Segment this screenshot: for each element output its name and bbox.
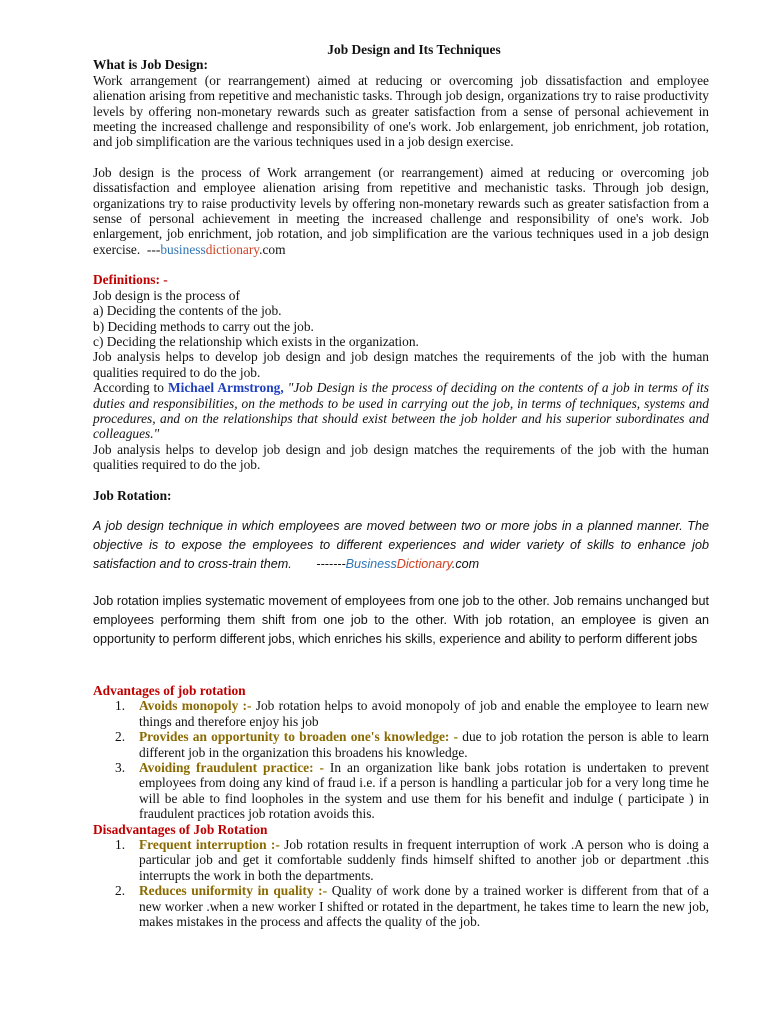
what-is-heading: What is Job Design: <box>93 57 208 73</box>
list-item: 2. Provides an opportunity to broaden one's knowledge: - due to job rotation the person is able to learn different job in the organization this broadens his knowledge. <box>115 729 709 760</box>
definition-b: b) Deciding methods to carry out the job. <box>93 318 314 334</box>
list-item: 1. Frequent interruption :- Job rotation results in frequent interruption of work .A person who is doing a particular job and get it comfortable suddenly finds himself shifted to another job or department .this interrupts the work in both the departments. <box>115 837 709 883</box>
list-item: 3. Avoiding fraudulent practice: - In an organization like bank jobs rotation is undertaken to prevent employees from doing any kind of fraud i.e. if a person is handling a particular job for a very long time he will be able to find loopholes in the system and use them for his benefit and indulge ( participate ) in fraudulent practices job rotation avoids this. <box>115 760 709 822</box>
author-name: Michael Armstrong, <box>167 380 284 396</box>
job-analysis-2: Job analysis helps to develop job design and job design matches the requirements of the job with the human qualities required to do the job. <box>93 441 709 473</box>
document-page <box>93 42 709 929</box>
definitions-heading: Definitions: - <box>93 272 168 288</box>
job-rotation-definition: A job design technique in which employees are moved between two or more jobs in a planned manner. The objective is to expose the employees to different experiences and wider variety of skills to enhance job satisfaction and to cross-train them. -------BusinessDictionary.com <box>93 518 709 571</box>
armstrong-quote: According to Michael Armstrong, "Job Design is the process of deciding on the contents of a job in terms of its duties and responsibilities, on the methods to be used in carrying out the job, in terms of techniques, systems and procedures, and on the relationships that should exist between the job holder and his superior subordinates and colleagues." <box>93 380 709 442</box>
disadvantages-heading: Disadvantages of Job Rotation <box>93 821 268 837</box>
what-is-paragraph-2: Job design is the process of Work arrangement (or rearrangement) aimed at reducing or overcoming job dissatisfaction and employee alienation arising from repetitive and mechanistic tasks. Through job design, organizations try to raise productivity levels by offering non-monetary rewards such as greater satisfaction from a sense of personal achievement in meeting the increased challenge and responsibility of one's work. Job enlargement, job enrichment, job rotation, and job simplification are the various techniques used in a job design exercise. ---businessdictionary.com <box>93 164 709 257</box>
list-item: 2. Reduces uniformity in quality :- Quality of work done by a trained worker is different from that of a new worker .when a new worker I shifted or rotated in the department, he takes time to learn the new job, makes mistakes in the process and affects the quality of the job. <box>115 883 709 930</box>
advantages-list <box>93 698 709 821</box>
job-analysis-1: Job analysis helps to develop job design and job design matches the requirements of the job with the human qualities required to do the job. <box>93 349 709 380</box>
definition-a: a) Deciding the contents of the job. <box>93 303 282 319</box>
list-item: 1. Avoids monopoly :- Job rotation helps to avoid monopoly of job and enable the employee to learn new things and therefore enjoy his job <box>115 698 709 729</box>
what-is-paragraph-1: Work arrangement (or rearrangement) aimed at reducing or overcoming job dissatisfaction and employee alienation arising from repetitive and mechanistic tasks. Through job design, organizations try to raise productivity levels by offering non-monetary rewards such as greater satisfaction from a sense of personal achievement in meeting the increased challenge and responsibility of one's work. Job enlargement, job enrichment, job rotation, and job simplification are the various techniques used in a job design exercise. <box>93 72 709 150</box>
document-title: Job Design and Its Techniques <box>327 42 501 57</box>
definitions-intro: Job design is the process of <box>93 287 240 303</box>
advantages-heading: Advantages of job rotation <box>93 682 246 698</box>
definition-c: c) Deciding the relationship which exists in the organization. <box>93 333 419 349</box>
job-rotation-heading: Job Rotation: <box>93 487 172 503</box>
disadvantages-list <box>93 837 709 929</box>
source-credit: ---businessdictionary.com <box>146 241 286 257</box>
job-rotation-paragraph: Job rotation implies systematic movement of employees from one job to the other. Job remains unchanged but employees performing them shift from one job to the other. With job rotation, an employee is given an opportunity to perform different jobs, which enriches his skills, experience and ability to perform different jobs <box>93 593 709 646</box>
